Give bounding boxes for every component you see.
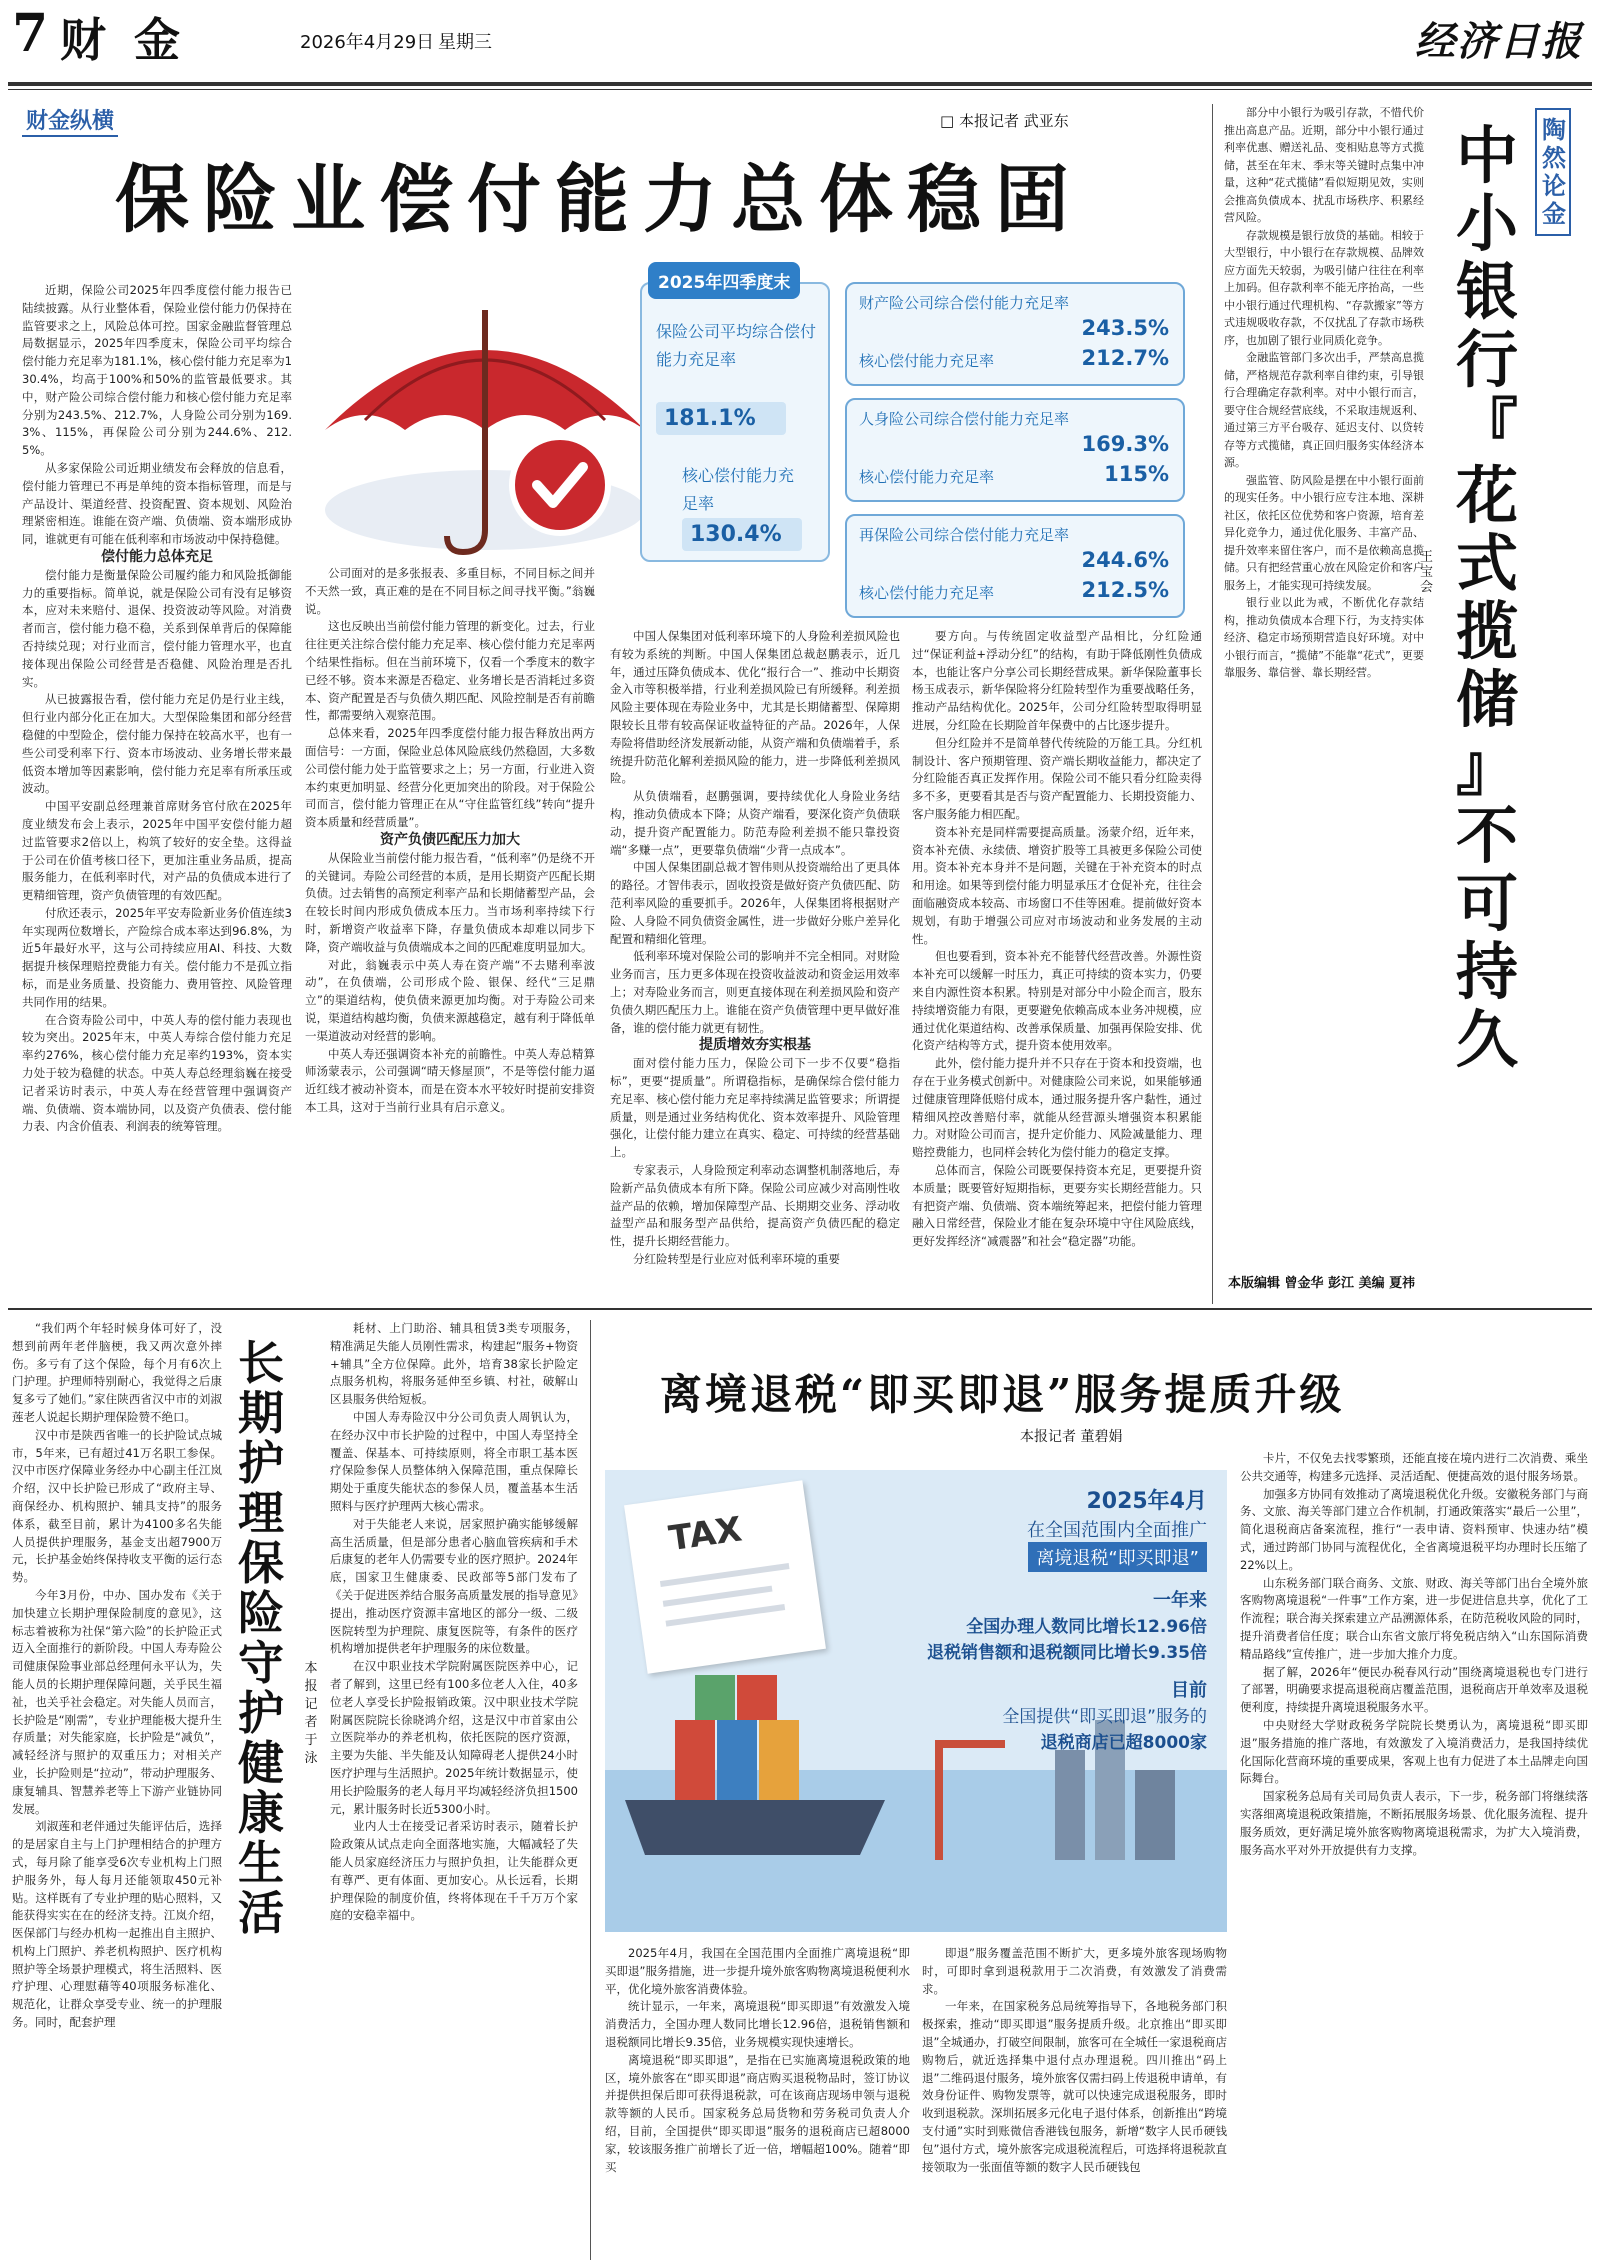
body-paragraph: 中国人保集团对低利率环境下的人身险利差损风险也有较为系统的判断。中国人保集团总裁赵鹏表示，近几年，通过压降负债成本、优化“报行合一”、推动中长期资金入市等积极举措，行业利差损风险已有所缓释。利差损风险主要体现在寿险业务中，尤其是长期储蓄型、保障期限较长且带有较高保证收益特征的产品。2026年，人保寿险将借助经济发展新动能，从资产端和负债端着手，系统提升防范化解利差损风险的能力，进一步降低利差损风险。 xyxy=(610,629,900,786)
byline-char: 本 xyxy=(304,1661,318,1676)
column-tag: 财金纵横 xyxy=(22,104,118,137)
avg-comprehensive-value: 181.1% xyxy=(656,402,786,435)
body-paragraph: 从多家保险公司近期业绩发布会释放的信息看，偿付能力管理已不再是单纯的资本指标管理，而是与产品设计、渠道经营、投资配置、资本规划、风险治理紧密相连。谁能在资产端、负债端、资本端形成协同，谁就更有可能在低利率和市场波动中保持稳健。 xyxy=(22,460,292,547)
middle-rule xyxy=(8,1308,1592,1310)
tax-graphic xyxy=(605,1470,1227,1932)
body-paragraph: 偿付能力是衡量保险公司履约能力和风险抵御能力的重要指标。简单说，就是保险公司有没有足够资本，应对未来赔付、退保、投资波动等风险。对消费者而言，偿付能力稳不稳，关系到保单背后的保障能否持续兑现；对行业而言，偿付能力管理水平，也直接体现出保险公司经营是否稳健、风险治理是否扎实。 xyxy=(22,567,292,689)
tax-graphic-stat1: 全国办理人数同比增长12.96倍 xyxy=(966,1617,1207,1637)
commentary-divider xyxy=(1212,104,1213,1304)
body-paragraph: 卡片，不仅免去找零繁琐，还能直接在境内进行二次消费、乘坐公共交通等，构建多元选择、灵活适配、便捷高效的退付服务场景。 xyxy=(1240,1451,1588,1483)
headline-char: 期 xyxy=(238,1386,284,1440)
subhead-solvency-sufficient: 偿付能力总体充足 xyxy=(101,548,213,565)
ltc-col-1 xyxy=(12,1320,222,2260)
body-paragraph: 中国平安副总经理兼首席财务官付欣在2025年度业绩发布会上表示，2025年中国平安偿付能力超过监管要求2倍以上，构筑了较好的安全垫。这得益于公司在价值考核口径下，更加注重业务品质，提高服务能力，在低利率时代，对产品的负债成本进行了更精细管理，资产负债管理的有效匹配。 xyxy=(22,799,292,903)
row-value: 243.5% xyxy=(1081,316,1169,340)
body-paragraph: 低利率环境对保险公司的影响并不完全相同。对财险业务而言，压力更多体现在投资收益波动和资金运用效率上；对寿险业务而言，则更直接体现在利差损风险和资产负债久期匹配压力上。谁能在资产负债管理中更早做好准备，谁的偿付能力就更有韧性。 xyxy=(610,949,900,1035)
row-label: 再保险公司综合偿付能力充足率 xyxy=(859,526,1070,544)
headline-char: 小 xyxy=(1455,187,1518,260)
tax-doc-line xyxy=(663,1586,773,1607)
body-paragraph: 这也反映出当前偿付能力管理的新变化。过去，行业往往更关注综合偿付能力充足率、核心偿付能力充足率两个结果性指标。但在当前环境下，仅看一个季度末的数字已经不够。资本来源是否稳定、业务增长是否消耗过多资本、资产配置是否与负债久期匹配、风险控制是否有前瞻性，都需要纳入观察范围。 xyxy=(305,619,595,723)
headline-char: 健 xyxy=(238,1736,284,1790)
body-paragraph: 国家税务总局有关司局负责人表示，下一步，税务部门将继续落实落细离境退税政策措施，不断拓展服务场景、优化服务流程、提升服务质效，更好满足境外旅客购物离境退税需求，为扩大入境消费，服务高水平对外开放提供有力支撑。 xyxy=(1240,1789,1588,1857)
body-paragraph: 中国人寿寿险汉中分公司负责人周钒认为，在经办汉中市长护险的过程中，中国人寿坚持全覆盖、保基本、可持续原则，将全市职工基本医疗保险参保人员整体纳入保障范围，重点保障长期处于重度失能状态的参保人员，覆盖基本生活照料与医疗护理两大核心需求。 xyxy=(330,1409,578,1513)
tax-headline: 离境退税“即买即退”服务提质升级 xyxy=(660,1370,1345,1419)
body-paragraph: 近期，保险公司2025年四季度偿付能力报告已陆续披露。从行业整体看，保险业偿付能力仍保持在监管要求之上，风险总体可控。国家金融监督管理总局数据显示，2025年四季度末，保险公司平均综合偿付能力充足率为181.1%，核心偿付能力充足率为130.4%，均高于100%和50%的监管最低要求。其中，财产险公司综合偿付能力和核心偿付能力充足率分别为243.5%、212.7%，人身险公司分别为169.3%、115%，再保险公司分别为244.6%、212.5%。 xyxy=(22,283,292,458)
infographic-panel-avg xyxy=(640,273,830,562)
commentary-paragraph: 强监管、防风险是摆在中小银行面前的现实任务。中小银行应专注本地、深耕社区，依托区位优势和客户资源，培育差异化竞争力，通过优化服务、丰富产品、提升效率来留住客户，而不是依赖高息揽储。只有把经营重心放在风险定价和客户服务上，才能实现可持续发展。 xyxy=(1224,473,1424,592)
headline-char: 可 xyxy=(1455,867,1518,940)
commentary-paragraph: 部分中小银行为吸引存款，不惜代价推出高息产品。近期，部分中小银行通过利率优惠、赠送礼品、变相贴息等方式揽储，甚至在年末、季末等关键时点集中冲量，这种“花式揽储”看似短期见效，实则会推高负债成本、扰乱市场秩序、积累经营风险。 xyxy=(1224,106,1424,224)
body-paragraph: 资本补充是同样需要提高质量。汤蒙介绍，近年来，资本补充债、永续债、增资扩股等工具被更多保险公司使用。资本补充本身并不是问题，关键在于补充资本的时点和用途。如果等到偿付能力明显承压才仓促补充，往往会面临融资成本较高、市场窗口不佳等困难。提前做好资本规划，有助于增强公司应对市场波动和业务发展的主动性。 xyxy=(912,824,1202,946)
body-paragraph: 山东税务部门联合商务、文旅、财政、海关等部门出台全境外旅客购物离境退税“一件事”工作方案，进一步促进信息共享，优化了工作流程；联合海关探索建立产品溯源体系，在防范税收风险的同时，提升消费者信任度；联合山东省文旅厅将免税店纳入“山东国际消费精品路线”宣传推广，进一步加大推介力度。 xyxy=(1240,1575,1588,1661)
body-paragraph: 要方向。与传统固定收益型产品相比，分红险通过“保证利益+浮动分红”的结构，有助于降低刚性负债成本，也能让客户分享公司长期经营成果。新华保险董事长杨玉成表示，新华保险将分红险转型作为重要战略任务，推动产品结构优化。2025年，公司分红险转型取得明显进展，分红险在长期险首年保费中的占比逐步提升。 xyxy=(912,629,1202,732)
body-paragraph: 2025年4月，我国在全国范围内全面推广离境退税“即买即退”服务措施，进一步提升境外旅客购物离境退税便利水平，优化境外旅客消费体验。 xyxy=(605,1946,910,1996)
byline-char: 记 xyxy=(304,1697,318,1712)
body-paragraph: 总体来看，2025年四季度偿付能力报告释放出两方面信号：一方面，保险业总体风险底线仍然稳固，大多数公司偿付能力处于监管要求之上；另一方面，行业进入资本约束更加明显、经营分化更加突出的阶段。对于保险公司而言，偿付能力管理正在从“守住监管红线”转向“提升资本质量和经营质量”。 xyxy=(305,726,595,830)
row-core-value: 115% xyxy=(1104,462,1169,486)
ltc-headline xyxy=(232,1338,290,1938)
ltc-byline xyxy=(303,1660,319,1768)
masthead-logo: 经济日报 xyxy=(1415,18,1583,65)
infographic-row-card xyxy=(845,514,1185,618)
avg-core-label: 核心偿付能力充足率 xyxy=(682,466,795,513)
body-paragraph: 总体而言，保险公司既要保持资本充足，更要提升资本质量；既要管好短期指标，更要夯实长期经营能力。只有把资产端、负债端、资本端统筹起来，把偿付能力管理融入日常经营，保险业才能在复杂环境中守住风险底线，更好发挥经济“减震器”和社会“稳定器”功能。 xyxy=(912,1162,1202,1249)
headline-char: 行 xyxy=(1455,323,1518,396)
headline-char: 护 xyxy=(238,1436,284,1490)
infographic-title: 2025年四季度末 xyxy=(648,262,800,299)
headline-char: 理 xyxy=(238,1486,284,1540)
page-number: 7 xyxy=(12,3,49,64)
tax-col-1 xyxy=(605,1945,910,2260)
row-value: 169.3% xyxy=(1081,432,1169,456)
subhead-quality-efficiency: 提质增效夯实根基 xyxy=(699,1037,811,1054)
headline-char: 花 xyxy=(1455,459,1518,532)
headline-char: 生 xyxy=(238,1836,284,1890)
commentary-body xyxy=(1224,104,1424,1254)
body-paragraph: 统计显示，一年来，离境退税“即买即退”有效激发入境消费活力，全国办理人数同比增长12.96倍，退税销售额和退税额同比增长9.35倍，业务规模实现快速增长。 xyxy=(605,1999,910,2049)
byline-char: 于 xyxy=(304,1733,318,1748)
headline-char: 储 xyxy=(1455,663,1518,736)
issue-weekday: 星期三 xyxy=(438,32,492,53)
ltc-divider xyxy=(590,1320,591,2260)
body-paragraph: 在汉中职业技术学院附属医院医养中心，记者了解到，这里已经有100多位老人入住，40多位老人享受长护险报销政策。汉中职业技术学院附属医院院长徐晓鸿介绍，这是汉中市首家由公立医院举办的养老机构，依托医院的医疗资源，主要为失能、半失能及认知障碍老人提供24小时医疗护理与生活照护。2025年统计数据显示，使用长护险服务的老人每月平均减轻经济负担1500元，累计服务时长近5300小时。 xyxy=(330,1659,578,1816)
headline-char: 银 xyxy=(1455,255,1518,328)
tax-doc-line xyxy=(666,1604,786,1627)
tax-byline: 本报记者 董碧娟 xyxy=(1020,1429,1123,1445)
body-paragraph: 从负债端看，赵鹏强调，要持续优化人身险业务结构，推动负债成本下降；从资产端看，要深化资产负债联动，提升资产配置能力。防范寿险利差损不能只靠投资端“多赚一点”，更要靠负债端“少背一点成本”。 xyxy=(610,789,900,857)
body-paragraph: 此外，偿付能力提升并不只存在于资本和投资端，也存在于业务模式创新中。对健康险公司来说，如果能够通过健康管理降低赔付成本，通过服务提升客户黏性，通过精细风控改善赔付率，就能从经营源头增强资本积累能力。对财险公司而言，提升定价能力、风险减量能力、理赔控费能力，也同样会转化为偿付能力的稳定支撑。 xyxy=(912,1056,1202,1160)
body-paragraph: 离境退税“即买即退”，是指在已实施离境退税政策的地区，境外旅客在“即买即退”商店购买退税物品时，签订协议并提供担保后即可获得退税款，可在该商店现场申领与退税款等额的人民币。国家税务总局货物和劳务税司负责人介绍，目前，全国提供“即买即退”服务的退税商店已超8000家，较该服务推广前增长了近一倍，增幅超100%。随着“即买 xyxy=(605,2052,910,2174)
commentary-author: 王宝会 xyxy=(1420,550,1434,595)
header-rule-thick xyxy=(8,82,1592,86)
body-paragraph: 分红险转型是行业应对低利率环境的重要 xyxy=(633,1251,840,1266)
headline-char: 』 xyxy=(1455,731,1518,804)
byline-char: 报 xyxy=(304,1679,318,1694)
row-label: 人身险公司综合偿付能力充足率 xyxy=(859,410,1070,428)
headline-char: 长 xyxy=(238,1336,284,1390)
main-col-4 xyxy=(912,628,1202,1302)
subhead-asset-liability: 资产负债匹配压力加大 xyxy=(380,831,520,848)
tax-col-2 xyxy=(922,1945,1227,2260)
tax-graphic-title-line1: 在全国范围内全面推广 xyxy=(1027,1520,1207,1541)
body-paragraph: 一年来，在国家税务总局统筹指导下，各地税务部门积极探索，推动“即买即退”服务提质升级。北京推出“即买即退”全城通办，打破空间限制，旅客可在全城任一家退税商店购物后，就近选择集中退付点办理退税。四川推出“码上退”二维码退付服务，境外旅客仅需扫码上传退税申请单，有效身份证件、购物发票等，就可以快速完成退税服务，即时收到退税款。深圳拓展多元化电子退付体系，创新推出“跨境支付通”实时到账微信香港钱包服务，新增“数字人民币硬钱包”退付方式，境外旅客完成退税流程后，可选择将退税款直接领取为一张面值等额的数字人民币硬钱包 xyxy=(922,1999,1227,2174)
tax-graphic-year: 2025年4月 xyxy=(1086,1489,1207,1514)
tax-col-3 xyxy=(1240,1450,1588,2260)
row-value: 244.6% xyxy=(1081,548,1169,572)
main-col-1 xyxy=(22,282,292,1302)
row-core-value: 212.5% xyxy=(1081,578,1169,602)
headline-char: 持 xyxy=(1455,935,1518,1008)
body-paragraph: 中国人保集团副总裁才智伟则从投资端给出了更具体的路径。才智伟表示，固收投资是做好资产负债匹配、防范利率风险的重要抓手。2026年，人保集团将根据财产险、人身险不同负债资金属性，进一步做好分账户差异化配置和精细化管理。 xyxy=(610,860,900,946)
headline-char: 不 xyxy=(1455,799,1518,872)
issue-date: 2026年4月29日 xyxy=(300,32,435,53)
headline-char: 『 xyxy=(1455,391,1518,464)
body-paragraph: 中央财经大学财政税务学院院长樊勇认为，离境退税“即买即退”服务措施的推广落地，有效激发了入境消费活力，是我国持续优化国际化营商环境的重要成果，客观上也有力促进了本土品牌走向国际舞台。 xyxy=(1240,1717,1588,1786)
commentary-tag: 陶然论金 xyxy=(1535,108,1571,236)
body-paragraph: 耗材、上门助浴、辅具租赁3类专项服务，精准满足失能人员刚性需求，构建起“服务+物资+辅具”全方位保障。此外，培育38家长护险定点服务机构，将服务延伸至乡镇、村社，破解山区县服务供给短板。 xyxy=(330,1321,578,1407)
ltc-col-2 xyxy=(330,1320,578,2260)
tax-graphic-now-label: 目前 xyxy=(1171,1680,1207,1701)
headline-char: 中 xyxy=(1455,119,1518,192)
body-paragraph: “我们两个年轻时候身体可好了，没想到前两年老伴脑梗，我又两次意外摔伤。多亏有了这个保险，每个月有6次上门护理。护理师特别耐心，我觉得之后康复多亏了她们。”家住陕西省汉中市的刘淑莲老人说起长期护理保险赞不绝口。 xyxy=(12,1321,222,1424)
main-col-2 xyxy=(305,565,595,1302)
body-paragraph: 从已披露报告看，偿付能力充足仍是行业主线，但行业内部分化正在加大。大型保险集团和部分经营稳健的中型险企，偿付能力保持在较高水平，也有一些公司受利率下行、资本市场波动、业务增长带来最低资本增加等因素影响，偿付能力充足率有所承压或波动。 xyxy=(22,692,292,796)
infographic-row-card xyxy=(845,282,1185,386)
headline-char: 护 xyxy=(238,1686,284,1740)
tax-doc-line xyxy=(660,1563,790,1587)
tax-graphic-year-label: 一年来 xyxy=(1153,1590,1207,1611)
tax-graphic-title-line2: 离境退税“即买即退” xyxy=(1028,1542,1207,1572)
headline-char: 活 xyxy=(238,1886,284,1940)
headline-char: 险 xyxy=(238,1586,284,1640)
body-paragraph: 从保险业当前偿付能力报告看，“低利率”仍是绕不开的关键词。寿险公司经营的本质，是用长期资产匹配长期负债。过去销售的高预定利率产品和长期储蓄型产品，会在较长时间内形成负债成本压力。当市场利率持续下行时，新增资产收益率下降，存量负债成本却难以同步下降，资产端收益与负债端成本之间的匹配难度明显加大。 xyxy=(305,850,595,954)
main-byline: □ 本报记者 武亚东 xyxy=(940,112,1069,130)
commentary-paragraph: 存款规模是银行放贷的基础。相较于大型银行，中小银行在存款规模、品牌效应方面先天较弱，为吸引储户往往在利率上加码。但存款利率不能无序抬高，一些中小银行通过代理机构、“存款搬家”等方式违规吸收存款，不仅扰乱了存款市场秩序，也加剧了银行业同质化竞争。 xyxy=(1224,228,1424,347)
infographic-row-card xyxy=(845,398,1185,502)
commentary-paragraph: 金融监管部门多次出手，严禁高息揽储，严格规范存款利率自律约束，引导银行合理确定存款利率。对中小银行而言，要守住合规经营底线，不采取违规返利、通过第三方平台吸存、延迟支付、以贷转存等方式揽储，真正回归服务实体经济本源。 xyxy=(1224,351,1424,469)
body-paragraph: 中英人寿还强调资本补充的前瞻性。中英人寿总精算师汤蒙表示，公司强调“晴天修屋顶”，不是等偿付能力逼近红线才被动补资本，而是在资本水平较好时提前安排资本工具，这对于当前行业具有启示意义。 xyxy=(305,1046,595,1114)
body-paragraph: 汉中市是陕西省唯一的长护险试点城市，5年来，已有超过41万名职工参保。汉中市医疗保障业务经办中心副主任江岚介绍，汉中长护险已形成了“政府主导、商保经办、机构照护、辅具支持”的服务体系，截至目前，累计为4100多名失能人员提供护理服务，基金支出超7900万元，长护基金始终保持收支平衡的运行态势。 xyxy=(12,1427,222,1585)
tax-graphic-stat2: 退税销售额和退税额同比增长9.35倍 xyxy=(927,1643,1207,1663)
main-col-3 xyxy=(610,628,900,1302)
commentary-paragraph: 银行业以此为戒，不断优化存款结构，推动负债成本合理下行，为支持实体经济、稳定市场预期营造良好环境。对中小银行而言，“揽储”不能靠“花式”，更要靠服务、靠信誉、靠长期经营。 xyxy=(1224,596,1424,679)
headline-char: 式 xyxy=(1455,527,1518,600)
headline-char: 守 xyxy=(238,1636,284,1690)
row-label: 财产险公司综合偿付能力充足率 xyxy=(859,294,1070,312)
commentary-headline xyxy=(1448,119,1526,1076)
body-paragraph: 专家表示，人身险预定利率动态调整机制落地后，寿险新产品负债成本有所下降。保险公司应减少对高刚性收益产品的依赖，增加保障型产品、长期期交业务、浮动收益型产品和服务型产品供给，提高资产负债匹配的稳定性，提升长期经营能力。 xyxy=(610,1162,900,1249)
main-headline: 保险业偿付能力总体稳固 xyxy=(115,157,1083,243)
body-paragraph: 在合资寿险公司中，中英人寿的偿付能力表现也较为突出。2025年末，中英人寿综合偿付能力充足率约276%，核心偿付能力充足率约193%，资本实力处于较为稳健的状态。中英人寿总经理翁巍在接受记者采访时表示，中英人寿在经营管理中强调资产端、负债端、资本端协同，以及资产负债表、偿付能力表、内含价值表、利润表的统筹管理。 xyxy=(22,1012,292,1134)
body-paragraph: 今年3月份，中办、国办发布《关于加快建立长期护理保险制度的意见》，这标志着被称为社保“第六险”的长护险正式迈入全面推行的新阶段。中国人寿寿险公司健康保险事业部总经理何永平认为，失能人员的长期护理保障问题，关乎民生福祉，也关乎社会稳定。对失能人员而言，长护险是“刚需”，专业护理能极大提升生存质量；对失能家庭，长护险是“减负”，减轻经济与照护的双重压力；对相关产业，长护险则是“拉动”，带动护理服务、康复辅具、智慧养老等上下游产业链协同发展。 xyxy=(12,1587,222,1816)
row-core-label: 核心偿付能力充足率 xyxy=(859,584,995,602)
row-core-label: 核心偿付能力充足率 xyxy=(859,352,995,370)
tax-document-card xyxy=(624,1480,826,1673)
body-paragraph: 加强多方协同有效推动了离境退税优化升级。安徽税务部门与商务、文旅、海关等部门建立合作机制，打通政策落实“最后一公里”，简化退税商店备案流程，推行“一表申请、资料预审、快速办结”模式，通过跨部门协同与流程优化，全省离境退税平均办理时长压缩了22%以上。 xyxy=(1240,1486,1588,1572)
body-paragraph: 刘淑莲和老伴通过失能评估后，选择的是居家自主与上门护理相结合的护理方式，每月除了能享受6次专业机构上门照护服务外，每人每月还能领取450元补贴。这样既有了专业护理的贴心照料，又能获得实实在在的经济支持。江岚介绍，医保部门与经办机构一起推出自主照护、机构上门照护、养老机构照护、医疗机构照护等全场景护理模式，将生活照料、医疗护理、心理慰藉等40项服务标准化、规范化，让群众享受专业、统一的护理服务。同时，配套护理 xyxy=(12,1819,222,2030)
avg-comprehensive-label: 保险公司平均综合偿付能力充足率 xyxy=(656,322,817,369)
page-editors: 本版编辑 曾金华 彭江 美编 夏祎 xyxy=(1228,1276,1416,1291)
header-rule-thin xyxy=(8,89,1592,90)
tax-graphic-stat3-line1: 全国提供“即买即退”服务的 xyxy=(1002,1707,1207,1727)
body-paragraph: 对于失能老人来说，居家照护确实能够缓解高生活质量，但是部分患者心脑血管疾病和手术后康复的老年人仍需要专业的医疗照护。2024年底，国家卫生健康委、民政部等5部门发布了《关于促进医养结合服务高质量发展的指导意见》提出，推动医疗资源丰富地区的部分一级、二级医院转型为护理院、康复医院等，有条件的医疗机构增加提供老年护理服务的床位数量。 xyxy=(330,1516,578,1656)
body-paragraph: 公司面对的是多张报表、多重目标，不同目标之间并不天然一致，真正难的是在不同目标之间寻找平衡。”翁巍说。 xyxy=(305,566,595,616)
row-core-label: 核心偿付能力充足率 xyxy=(859,468,995,486)
headline-char: 揽 xyxy=(1455,595,1518,668)
headline-char: 久 xyxy=(1455,1003,1518,1076)
body-paragraph: 但分红险并不是简单替代传统险的万能工具。分红机制设计、客户预期管理、资产端长期收益能力，都决定了分红险能否真正发挥作用。保险公司不能只看分红险卖得多不多，更要看其是否与资产配置能力、长期投资能力、客户服务能力相匹配。 xyxy=(912,735,1202,821)
byline-char: 泳 xyxy=(304,1751,318,1766)
tax-graphic-stat3-line2: 退税商店已超8000家 xyxy=(1040,1733,1207,1753)
avg-core-value: 130.4% xyxy=(682,518,802,551)
body-paragraph: 但也要看到，资本补充不能替代经营改善。外源性资本补充可以缓解一时压力，真正可持续的资本实力，仍要来自内源性资本积累。特别是对部分中小险企而言，股东持续增资能力有限，更要避免依赖高成本业务冲规模，应通过优化渠道结构、改善承保质量、加强再保险安排、优化资产结构等方式，提升资本使用效率。 xyxy=(912,949,1202,1053)
byline-char: 者 xyxy=(304,1715,318,1730)
body-paragraph: 面对偿付能力压力，保险公司下一步不仅要“稳指标”，更要“提质量”。所谓稳指标，是确保综合偿付能力充足率、核心偿付能力充足率持续满足监管要求；所谓提质量，则是通过业务结构优化、资本效率提升、风险管理强化，让偿付能力建立在真实、稳定、可持续的经营基础上。 xyxy=(610,1056,900,1160)
section-name: 财 金 xyxy=(60,13,187,67)
body-paragraph: 业内人士在接受记者采访时表示，随着长护险政策从试点走向全面落地实施，大幅减轻了失能人员家庭经济压力与照护负担，让失能群众更有尊严、更有体面、更加安心。从长远看，长期护理保险的制度价值，终将体现在千千万万个家庭的安稳幸福中。 xyxy=(330,1819,578,1923)
body-paragraph: 即退”服务覆盖范围不断扩大，更多境外旅客现场购物时，可即时拿到退税款用于二次消费，有效激发了消费需求。 xyxy=(922,1946,1227,1996)
tax-label: TAX xyxy=(666,1509,745,1560)
body-paragraph: 对此，翁巍表示中英人寿在资产端“不去赌利率波动”，在负债端，公司形成个险、银保、经代“三足鼎立”的渠道结构，使负债来源更加均衡。对于寿险公司来说，渠道结构越均衡，负债来源越稳定，越有利于降低单一渠道波动对经营的影响。 xyxy=(305,957,595,1043)
row-core-value: 212.7% xyxy=(1081,346,1169,370)
umbrella-illustration xyxy=(305,270,665,570)
page-header xyxy=(0,0,1600,80)
body-paragraph: 据了解，2026年“便民办税春风行动”围绕离境退税也专门进行了部署，明确要求提高退税商店覆盖范围，退税商店开单效率及退税便利度，持续提升离境退税服务水平。 xyxy=(1240,1664,1588,1715)
body-paragraph: 付欣还表示，2025年平安寿险新业务价值连续3年实现两位数增长，产险综合成本率达到96.8%，为近5年最好水平，这与公司持续应用AI、科技、大数据提升核保理赔控费能力有关。偿付能力不是孤立指标，而是业务质量、投资能力、费用管控、风险管理共同作用的结果。 xyxy=(22,905,292,1009)
headline-char: 保 xyxy=(238,1536,284,1590)
headline-char: 康 xyxy=(238,1786,284,1840)
